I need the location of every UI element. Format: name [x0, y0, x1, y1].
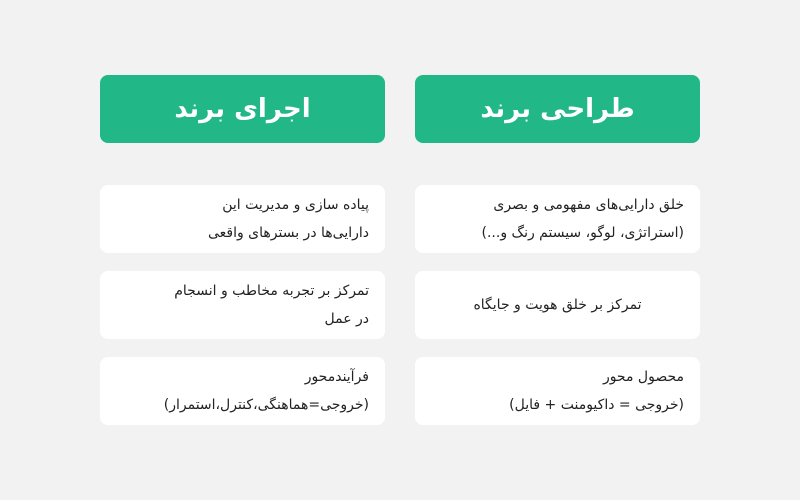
card-line: فرآیندمحور	[304, 369, 369, 385]
brand-execution-cards	[100, 185, 385, 425]
card-line: دارایی‌ها در بسترهای واقعی	[207, 225, 369, 241]
card-line: محصول محور	[602, 369, 684, 385]
brand-execution-card-2	[100, 271, 385, 339]
card-line: (خروجی = داکیومنت + فایل)	[509, 397, 684, 413]
card-line: خلق دارایی‌های مفهومی و بصری	[493, 197, 684, 213]
column-brand-design	[415, 75, 700, 443]
card-line: تمرکز بر خلق هویت و جایگاه	[473, 297, 642, 313]
card-line: (استراتژی، لوگو، سیستم رنگ و...)	[481, 225, 684, 241]
card-line: در عمل	[324, 311, 369, 327]
brand-execution-card-3	[100, 357, 385, 425]
brand-execution-header: اجرای برند	[100, 75, 385, 143]
card-line: پیاده سازی و مدیریت این	[222, 197, 369, 213]
brand-design-card-2	[415, 271, 700, 339]
card-line: تمرکز بر تجربه مخاطب و انسجام	[174, 283, 369, 299]
brand-design-card-1	[415, 185, 700, 253]
column-brand-execution	[100, 75, 385, 443]
brand-design-card-3	[415, 357, 700, 425]
brand-design-cards	[415, 185, 700, 425]
card-line: (خروجی=هماهنگی،کنترل،استمرار)	[163, 397, 369, 413]
brand-design-header: طراحی برند	[415, 75, 700, 143]
brand-execution-card-1	[100, 185, 385, 253]
